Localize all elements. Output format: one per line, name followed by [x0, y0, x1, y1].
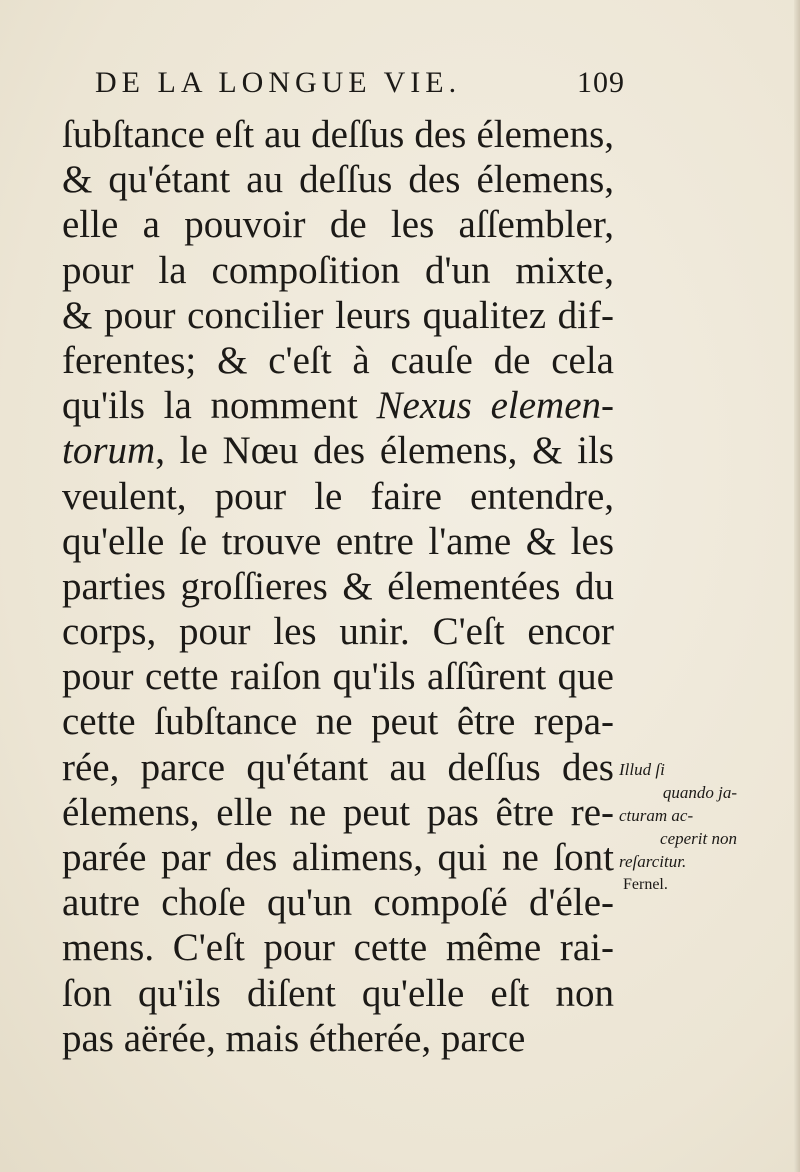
- margin-note: [619, 758, 737, 896]
- text-line: élemens, elle ne peut pas être re-: [62, 790, 614, 834]
- text-run: qu'ils la nomment: [62, 384, 377, 428]
- page-number: 109: [577, 66, 625, 99]
- page-edge: [794, 0, 800, 1172]
- text-line: autre choſe qu'un compoſé d'éle-: [62, 881, 614, 925]
- text-line: veulent, pour le faire entendre,: [62, 474, 614, 518]
- text-line: & pour concilier leurs qualitez dif-: [62, 293, 614, 337]
- text-line: ferentes; & c'eſt à cauſe de cela: [62, 338, 614, 382]
- running-title: DE LA LONGUE VIE.: [95, 66, 462, 99]
- text-line: ſubſtance eſt au deſſus des élemens,: [62, 113, 614, 156]
- text-line: mens. C'eſt pour cette même rai-: [62, 926, 614, 970]
- page-header: [95, 66, 625, 100]
- text-run: , le Nœu des élemens, & ils: [155, 429, 614, 473]
- margin-note-line: quando ja-: [662, 783, 737, 802]
- text-line: rée, parce qu'étant au deſſus des: [62, 745, 614, 789]
- text-line: parée par des alimens, qui ne ſont: [62, 836, 614, 879]
- text-line: qu'elle ſe trouve entre l'ame & les: [62, 519, 614, 563]
- margin-note-line: cturam ac-: [619, 806, 694, 825]
- margin-note-line: Illud ſi: [619, 760, 665, 779]
- text-line: pour la compoſition d'un mixte,: [62, 248, 614, 292]
- latin-term: torum: [62, 429, 156, 473]
- text-line: ſon qu'ils diſent qu'elle eſt non: [62, 971, 614, 1015]
- margin-note-line: ceperit non: [660, 829, 737, 848]
- text-line: & qu'étant au deſſus des élemens,: [62, 158, 614, 202]
- text-line: [62, 428, 614, 473]
- margin-note-line: reſarcitur.: [619, 852, 687, 871]
- latin-term: Nexus elemen-: [376, 384, 614, 428]
- text-line: pour cette raiſon qu'ils aſſûrent que: [62, 655, 614, 699]
- text-line: elle a pouvoir de les aſſembler,: [62, 203, 614, 247]
- text-line: [62, 383, 614, 428]
- text-line: parties groſſieres & élementées du: [62, 564, 614, 608]
- text-line: pas aërée, mais étherée, parce: [62, 1016, 526, 1060]
- body-text: [62, 112, 614, 1061]
- text-line: cette ſubſtance ne peut être repa-: [62, 700, 614, 744]
- margin-note-source: Fernel.: [623, 876, 668, 893]
- text-line: corps, pour les unir. C'eſt encor: [62, 610, 614, 654]
